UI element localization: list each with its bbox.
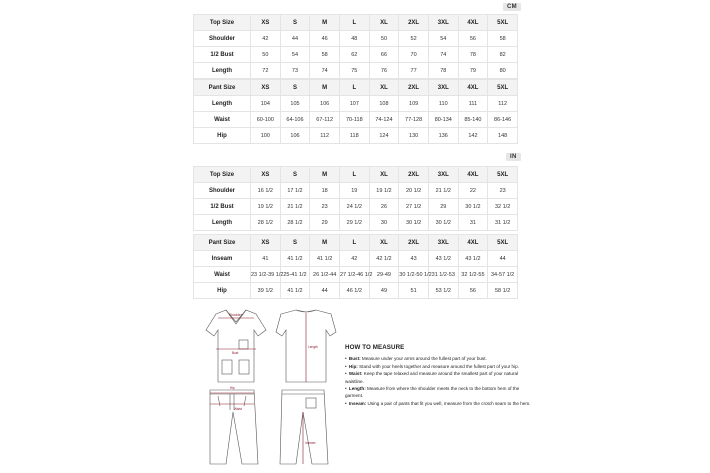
waist-label: Waist: [234, 407, 242, 411]
table-cell: 43 1/2: [428, 251, 458, 267]
inseam-label: Inseam: [305, 441, 316, 445]
measure-key: Waist:: [348, 371, 363, 377]
table-cell: 27 1/2: [399, 199, 429, 215]
table-cell: 108: [369, 96, 399, 112]
table-cell: 75: [339, 63, 369, 79]
size-column-header: L: [339, 167, 369, 183]
measure-key: Length:: [348, 386, 366, 392]
table-cell: 76: [369, 63, 399, 79]
table-cell: 19 1/2: [369, 183, 399, 199]
table-cell: 42 1/2: [369, 251, 399, 267]
table-cell: 142: [458, 128, 488, 144]
size-header-label: Top Size: [194, 167, 251, 183]
table-cell: 26 1/2-44: [310, 267, 340, 283]
cm-top-size-table: [193, 14, 518, 79]
size-column-header: M: [310, 15, 340, 31]
how-to-measure-item: [345, 370, 535, 385]
table-cell: 27 1/2-46 1/2: [339, 267, 369, 283]
table-cell: 72: [251, 63, 281, 79]
in-top-size-table: [193, 166, 518, 231]
table-cell: 17 1/2: [280, 183, 310, 199]
table-row: [194, 199, 518, 215]
row-label: Waist: [194, 112, 251, 128]
size-column-header: S: [280, 15, 310, 31]
table-cell: 80-134: [428, 112, 458, 128]
table-cell: 44: [310, 283, 340, 299]
table-cell: 54: [280, 47, 310, 63]
table-cell: 73: [280, 63, 310, 79]
size-column-header: 5XL: [488, 15, 518, 31]
size-column-header: 5XL: [488, 80, 518, 96]
size-column-header: XL: [369, 15, 399, 31]
how-to-measure-item: [345, 400, 535, 407]
table-cell: 21 1/2: [280, 199, 310, 215]
table-cell: 105: [280, 96, 310, 112]
table-cell: 29: [310, 215, 340, 231]
size-column-header: 3XL: [428, 235, 458, 251]
table-row: [194, 128, 518, 144]
size-column-header: 3XL: [428, 80, 458, 96]
row-label: 1/2 Bust: [194, 47, 251, 63]
table-cell: 30 1/2: [399, 215, 429, 231]
table-cell: 110: [428, 96, 458, 112]
size-column-header: XS: [251, 15, 281, 31]
table-cell: 24 1/2: [339, 199, 369, 215]
table-cell: 43: [399, 251, 429, 267]
bullet-icon: •: [345, 363, 348, 369]
table-cell: 50: [369, 31, 399, 47]
table-cell: 58: [310, 47, 340, 63]
table-cell: 104: [251, 96, 281, 112]
size-column-header: L: [339, 15, 369, 31]
table-cell: 53 1/2: [428, 283, 458, 299]
table-cell: 41: [251, 251, 281, 267]
table-cell: 20 1/2: [399, 183, 429, 199]
table-row: [194, 283, 518, 299]
how-to-measure-item: [345, 385, 535, 400]
measure-description: Using a pair of pants that fit you well, measure from the crotch seam to the hem.: [366, 400, 531, 406]
table-cell: 19: [339, 183, 369, 199]
pants-front-illustration: [210, 390, 258, 464]
table-cell: 56: [458, 31, 488, 47]
table-cell: 78: [428, 63, 458, 79]
size-column-header: 4XL: [458, 80, 488, 96]
pants-back-illustration: [280, 390, 328, 464]
table-cell: 29: [428, 199, 458, 215]
table-cell: 66: [369, 47, 399, 63]
table-cell: 51: [399, 283, 429, 299]
table-cell: 78: [458, 47, 488, 63]
bullet-icon: •: [345, 400, 348, 406]
table-cell: 16 1/2: [251, 183, 281, 199]
table-cell: 130: [399, 128, 429, 144]
size-column-header: XL: [369, 235, 399, 251]
table-cell: 136: [428, 128, 458, 144]
size-column-header: XS: [251, 167, 281, 183]
table-cell: 46 1/2: [339, 283, 369, 299]
row-label: Length: [194, 63, 251, 79]
size-column-header: 4XL: [458, 167, 488, 183]
size-header-label: Pant Size: [194, 80, 251, 96]
table-cell: 50: [251, 47, 281, 63]
measure-description: Stand with your heels together and measure around the fullest part of your hip.: [357, 363, 519, 369]
measure-description: Keep the tape relaxed and measure around the smallest part of your natural waistline.: [345, 371, 519, 384]
size-column-header: M: [310, 235, 340, 251]
unit-badge-in: IN: [506, 153, 521, 161]
table-cell: 30: [369, 215, 399, 231]
table-cell: 111: [458, 96, 488, 112]
table-row: [194, 183, 518, 199]
table-row: [194, 31, 518, 47]
table-header-row: [194, 15, 518, 31]
row-label: Length: [194, 96, 251, 112]
size-column-header: S: [280, 80, 310, 96]
garment-measurement-diagram: [196, 304, 336, 473]
row-label: Hip: [194, 283, 251, 299]
table-cell: 23: [310, 199, 340, 215]
table-cell: 44: [488, 251, 518, 267]
table-cell: 39 1/2: [251, 283, 281, 299]
table-cell: 21 1/2: [428, 183, 458, 199]
table-cell: 43 1/2: [458, 251, 488, 267]
table-row: [194, 112, 518, 128]
table-cell: 58 1/2: [488, 283, 518, 299]
table-cell: 41 1/2: [310, 251, 340, 267]
how-to-measure-item: [345, 355, 535, 362]
table-cell: 112: [310, 128, 340, 144]
table-cell: 34-57 1/2: [488, 267, 518, 283]
length-label: Length: [308, 345, 318, 349]
size-column-header: 3XL: [428, 167, 458, 183]
table-cell: 52: [399, 31, 429, 47]
table-cell: 31: [458, 215, 488, 231]
measure-key: Bust:: [348, 356, 361, 362]
table-row: [194, 215, 518, 231]
table-cell: 46: [310, 31, 340, 47]
row-label: Inseam: [194, 251, 251, 267]
bullet-icon: •: [345, 371, 348, 377]
size-column-header: 5XL: [488, 235, 518, 251]
table-cell: 56: [458, 283, 488, 299]
table-cell: 30 1/2-50 1/2: [399, 267, 429, 283]
size-column-header: XS: [251, 235, 281, 251]
row-label: Shoulder: [194, 183, 251, 199]
table-cell: 30 1/2: [458, 199, 488, 215]
table-cell: 23: [488, 183, 518, 199]
measure-description: Measure from where the shoulder meets the neck to the bottom hem of the garment.: [345, 386, 520, 399]
table-cell: 23 1/2-39 1/2: [251, 267, 281, 283]
table-cell: 30 1/2: [428, 215, 458, 231]
table-cell: 124: [369, 128, 399, 144]
size-column-header: XL: [369, 80, 399, 96]
size-column-header: M: [310, 167, 340, 183]
table-cell: 109: [399, 96, 429, 112]
table-cell: 19 1/2: [251, 199, 281, 215]
table-cell: 64-106: [280, 112, 310, 128]
bust-label: Bust: [232, 351, 239, 355]
table-cell: 42: [339, 251, 369, 267]
size-column-header: XS: [251, 80, 281, 96]
size-column-header: 2XL: [399, 235, 429, 251]
table-cell: 44: [280, 31, 310, 47]
table-cell: 67-112: [310, 112, 340, 128]
size-column-header: 2XL: [399, 80, 429, 96]
size-column-header: 2XL: [399, 167, 429, 183]
table-cell: 62: [339, 47, 369, 63]
measure-key: Inseam:: [348, 400, 367, 406]
table-cell: 118: [339, 128, 369, 144]
table-cell: 41 1/2: [280, 283, 310, 299]
table-header-row: [194, 235, 518, 251]
size-column-header: 4XL: [458, 15, 488, 31]
size-header-label: Top Size: [194, 15, 251, 31]
table-cell: 148: [488, 128, 518, 144]
table-cell: 28 1/2: [280, 215, 310, 231]
size-column-header: XL: [369, 167, 399, 183]
table-cell: 29-49: [369, 267, 399, 283]
table-cell: 54: [428, 31, 458, 47]
table-cell: 74: [428, 47, 458, 63]
table-cell: 22: [458, 183, 488, 199]
table-cell: 74-124: [369, 112, 399, 128]
table-cell: 29 1/2: [339, 215, 369, 231]
table-header-row: [194, 80, 518, 96]
table-cell: 79: [458, 63, 488, 79]
table-cell: 28 1/2: [251, 215, 281, 231]
table-cell: 60-100: [251, 112, 281, 128]
row-label: Hip: [194, 128, 251, 144]
size-column-header: L: [339, 235, 369, 251]
size-column-header: 3XL: [428, 15, 458, 31]
table-cell: 31 1/2: [488, 215, 518, 231]
how-to-measure-section: [345, 344, 535, 407]
measure-description: Measure under your arms around the fullest part of your bust.: [360, 356, 487, 362]
table-cell: 86-146: [488, 112, 518, 128]
how-to-measure-item: [345, 363, 535, 370]
table-cell: 112: [488, 96, 518, 112]
table-cell: 26: [369, 199, 399, 215]
cm-pant-size-table: [193, 79, 518, 144]
unit-badge-cm: CM: [503, 3, 521, 11]
table-cell: 106: [280, 128, 310, 144]
row-label: Length: [194, 215, 251, 231]
measure-key: Hip:: [348, 363, 358, 369]
table-row: [194, 251, 518, 267]
table-cell: 32 1/2: [488, 199, 518, 215]
table-cell: 49: [369, 283, 399, 299]
table-cell: 41 1/2: [280, 251, 310, 267]
table-header-row: [194, 167, 518, 183]
size-column-header: L: [339, 80, 369, 96]
in-pant-size-table: [193, 234, 518, 299]
table-cell: 58: [488, 31, 518, 47]
table-cell: 25-41 1/2: [280, 267, 310, 283]
size-column-header: 4XL: [458, 235, 488, 251]
table-cell: 77: [399, 63, 429, 79]
how-to-measure-title: HOW TO MEASURE: [345, 344, 405, 351]
table-cell: 107: [339, 96, 369, 112]
size-column-header: S: [280, 235, 310, 251]
size-header-label: Pant Size: [194, 235, 251, 251]
table-cell: 80: [488, 63, 518, 79]
table-row: [194, 96, 518, 112]
size-column-header: S: [280, 167, 310, 183]
table-cell: 82: [488, 47, 518, 63]
table-cell: 42: [251, 31, 281, 47]
bullet-icon: •: [345, 356, 348, 362]
table-row: [194, 63, 518, 79]
table-cell: 77-128: [399, 112, 429, 128]
shoulder-label: Shoulder: [229, 313, 242, 317]
table-cell: 32 1/2-55: [458, 267, 488, 283]
size-column-header: 5XL: [488, 167, 518, 183]
row-label: 1/2 Bust: [194, 199, 251, 215]
table-cell: 106: [310, 96, 340, 112]
table-row: [194, 267, 518, 283]
bullet-icon: •: [345, 386, 348, 392]
row-label: Waist: [194, 267, 251, 283]
row-label: Shoulder: [194, 31, 251, 47]
table-cell: 70-118: [339, 112, 369, 128]
table-cell: 18: [310, 183, 340, 199]
scrub-top-front-illustration: [206, 310, 266, 382]
table-cell: 74: [310, 63, 340, 79]
table-cell: 85-140: [458, 112, 488, 128]
table-cell: 48: [339, 31, 369, 47]
size-column-header: 2XL: [399, 15, 429, 31]
table-cell: 31 1/2-53: [428, 267, 458, 283]
hip-label: Hip: [230, 386, 235, 390]
table-cell: 100: [251, 128, 281, 144]
table-row: [194, 47, 518, 63]
size-column-header: M: [310, 80, 340, 96]
table-cell: 70: [399, 47, 429, 63]
